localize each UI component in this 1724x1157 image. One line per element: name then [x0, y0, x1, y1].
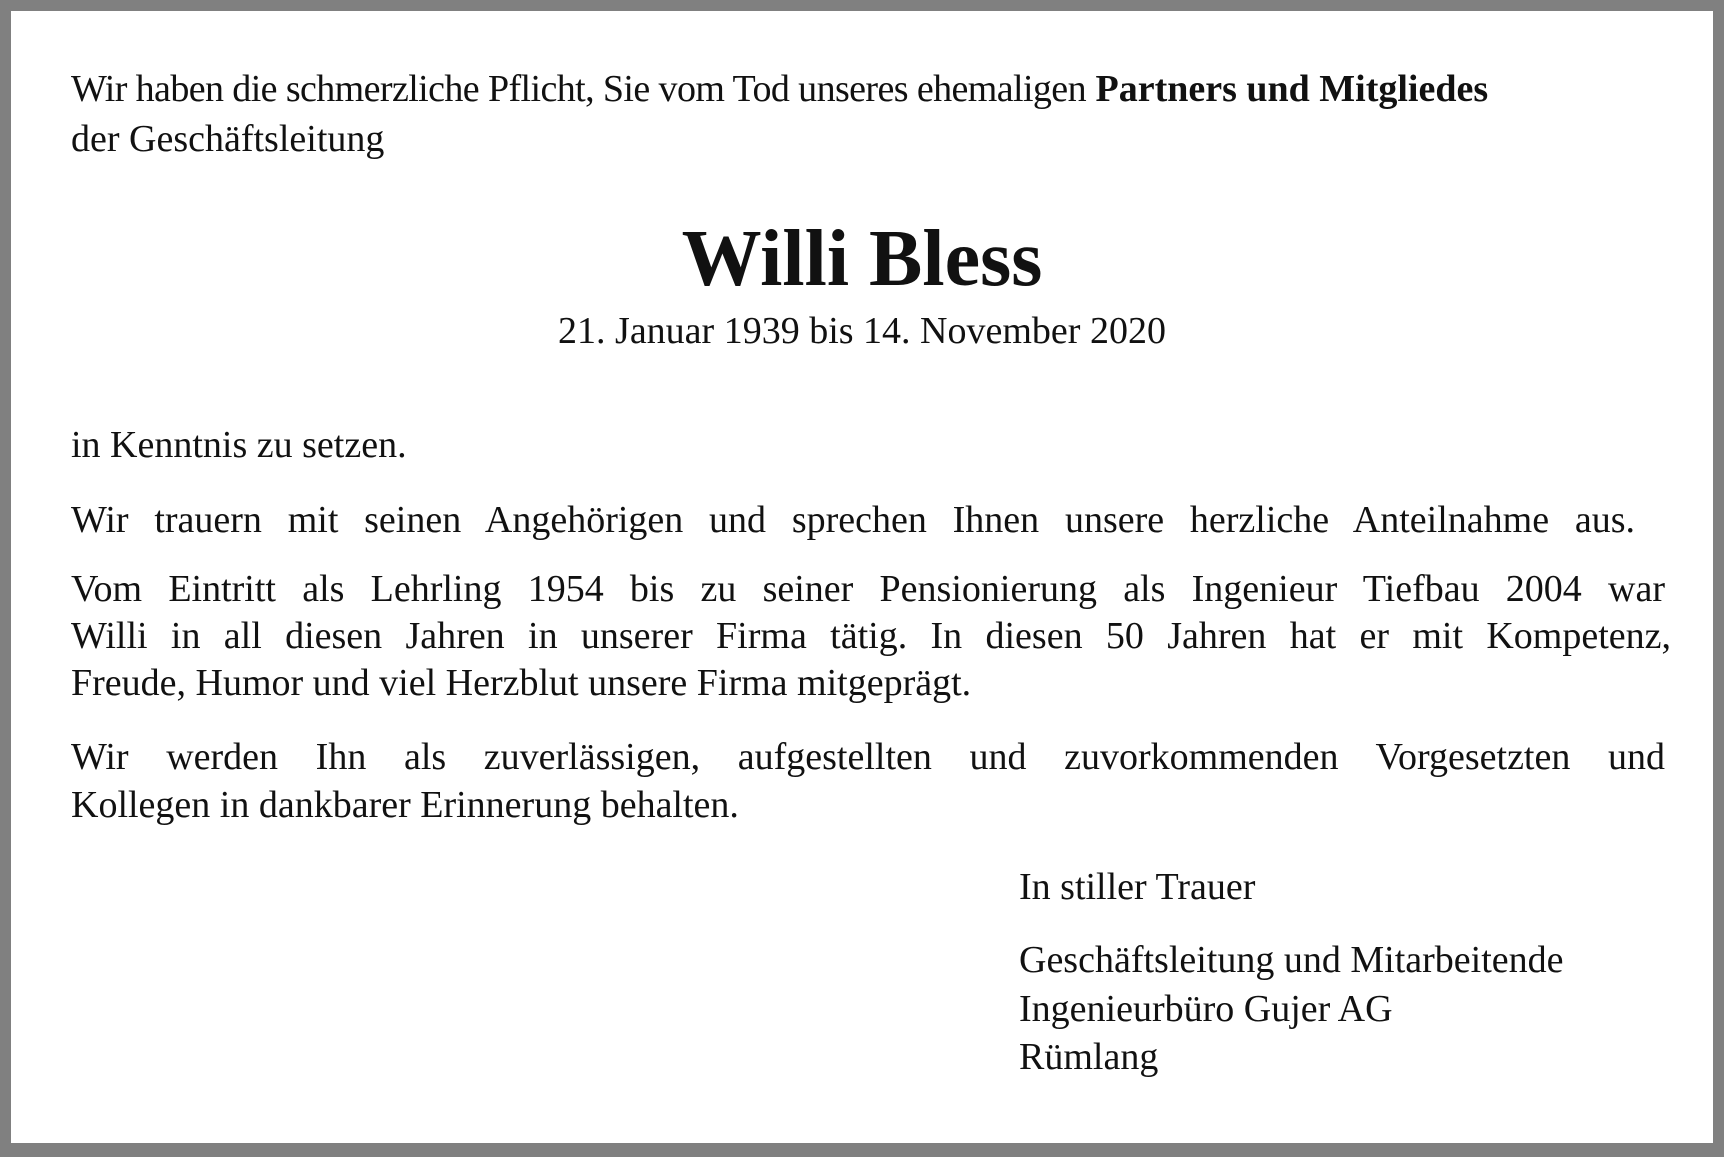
life-dates: 21. Januar 1939 bis 14. November 2020	[558, 310, 1166, 352]
memory-line-2: Kollegen in dankbarer Erinnerung behalten.	[71, 784, 739, 826]
signature-line-1: Geschäftsleitung und Mitarbeitende	[1019, 939, 1564, 981]
intro-bold-text: Partners und Mitgliedes	[1095, 68, 1489, 110]
signature-line-3: Rümlang	[1019, 1036, 1159, 1078]
career-line-1: Vom Eintritt als Lehrling 1954 bis zu seiner Pensionierung als Ingenieur Tiefbau 2004 war	[71, 568, 1665, 610]
intro-line-2	[71, 114, 1671, 164]
deceased-name: Willi Bless	[681, 215, 1043, 303]
intro-text: Wir haben die schmerzliche Pflicht, Sie vom Tod unseres ehemaligen	[71, 68, 1086, 110]
closing-phrase: In stiller Trauer	[1019, 866, 1256, 908]
signature-line-2: Ingenieurbüro Gujer AG	[1019, 988, 1393, 1030]
memory-line-1: Wir werden Ihn als zuverlässigen, aufgestellten und zuvorkommenden Vorgesetzten und	[71, 736, 1665, 778]
career-line-2: Willi in all diesen Jahren in unserer Firma tätig. In diesen 50 Jahren hat er mit Kompetenz,	[71, 615, 1671, 657]
intro-bold-continuation: der Geschäftsleitung	[71, 118, 385, 160]
intro-line-1	[71, 64, 1671, 114]
closing-intro: in Kenntnis zu setzen.	[71, 424, 407, 466]
condolence-text: Wir trauern mit seinen Angehörigen und sprechen Ihnen unsere herzliche Anteilnahme aus.	[71, 499, 1635, 541]
career-line-3: Freude, Humor und viel Herzblut unsere Firma mitgeprägt.	[71, 662, 972, 704]
